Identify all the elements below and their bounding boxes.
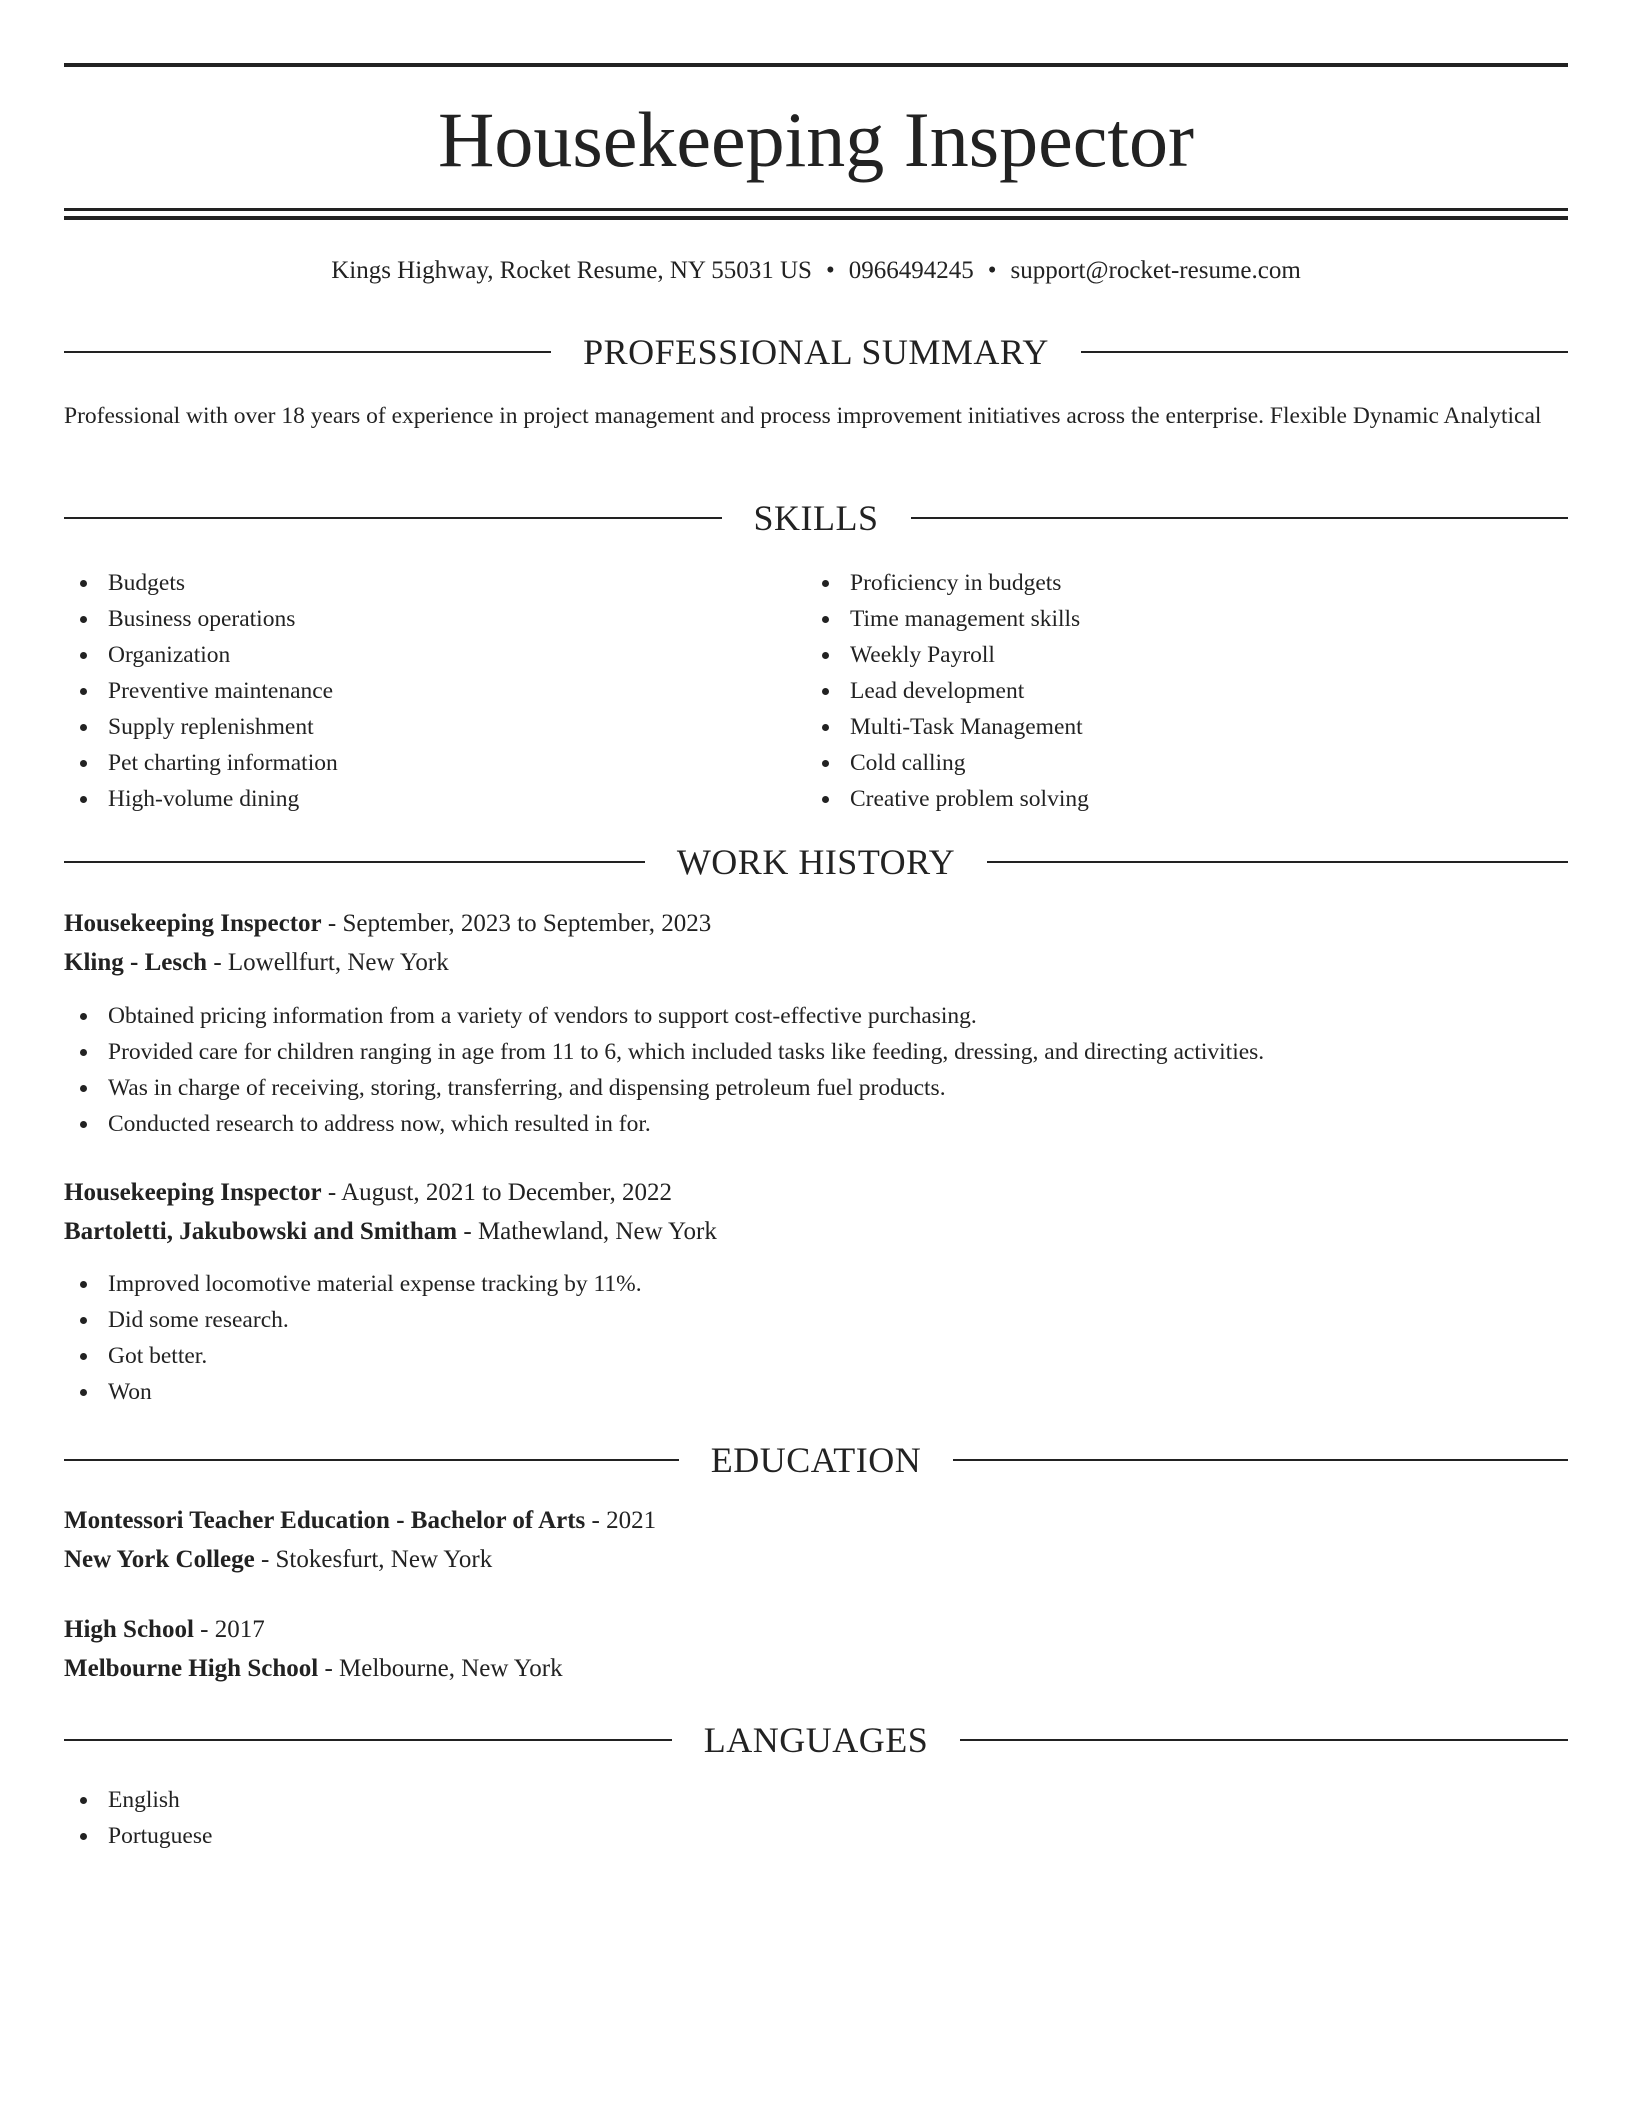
divider-line [64, 861, 645, 863]
education-school-line [64, 1650, 1568, 1688]
section-heading-work [64, 840, 1568, 884]
section-heading-education [64, 1438, 1568, 1482]
contact-address: Kings Highway, Rocket Resume, NY 55031 US [331, 257, 812, 284]
education-year: - 2017 [193, 1616, 265, 1643]
job-bullet: Did some research. [64, 1302, 1568, 1338]
job-company: Bartoletti, Jakubowski and Smitham [64, 1218, 458, 1245]
job-company-line [64, 1213, 1568, 1251]
contact-email: support@rocket-resume.com [1010, 257, 1301, 284]
divider-line [64, 351, 551, 353]
education-degree: Montessori Teacher Education - Bachelor of Arts [64, 1507, 586, 1534]
skill-item: Proficiency in budgets [806, 565, 1566, 601]
education-year: - 2021 [585, 1507, 657, 1534]
skills-list-left [64, 565, 804, 817]
job-bullet: Conducted research to address now, which resulted in for. [64, 1106, 1568, 1142]
title-rule-upper [64, 208, 1568, 211]
job-bullet: Got better. [64, 1338, 1568, 1374]
skill-item: Organization [64, 637, 804, 673]
job-bullets [64, 1266, 1568, 1410]
languages-list [64, 1782, 1568, 1854]
skill-item: High-volume dining [64, 781, 804, 817]
job-dates: - August, 2021 to December, 2022 [321, 1179, 672, 1206]
education-degree-line [64, 1502, 1568, 1540]
section-title: SKILLS [753, 498, 879, 538]
skills-list-right [806, 565, 1566, 817]
section-heading-languages [64, 1718, 1568, 1762]
job-bullet: Provided care for children ranging in age from 11 to 6, which included tasks like feeding, dressing, and directing activities. [64, 1034, 1568, 1070]
job-dates: - September, 2023 to September, 2023 [321, 910, 712, 937]
summary-text: Professional with over 18 years of experience in project management and process improvement initiatives across the enterprise. Flexible Dynamic Analytical [64, 403, 1542, 429]
job-title: Housekeeping Inspector [64, 910, 322, 937]
section-heading-skills [64, 496, 1568, 540]
skill-item: Business operations [64, 601, 804, 637]
divider-line [911, 517, 1569, 519]
divider-line [960, 1739, 1568, 1741]
job-bullet: Was in charge of receiving, storing, transferring, and dispensing petroleum fuel products. [64, 1070, 1568, 1106]
title-rule-lower [64, 216, 1568, 220]
skill-item: Lead development [806, 673, 1566, 709]
section-title: WORK HISTORY [676, 842, 956, 882]
skill-item: Cold calling [806, 745, 1566, 781]
section-title: PROFESSIONAL SUMMARY [583, 332, 1049, 372]
skill-item: Supply replenishment [64, 709, 804, 745]
language-item: English [64, 1782, 1568, 1818]
divider-line [987, 861, 1568, 863]
section-heading-summary [64, 330, 1568, 374]
divider-line [64, 517, 722, 519]
language-item: Portuguese [64, 1818, 1568, 1854]
contact-phone: 0966494245 [848, 257, 974, 284]
contact-separator: • [987, 257, 997, 284]
skill-item: Multi-Task Management [806, 709, 1566, 745]
education-location: - Stokesfurt, New York [254, 1546, 493, 1573]
education-school: New York College [64, 1546, 255, 1573]
education-school-line [64, 1541, 1568, 1579]
skill-item: Weekly Payroll [806, 637, 1566, 673]
section-title: EDUCATION [710, 1440, 922, 1480]
job-company: Kling - Lesch [64, 949, 208, 976]
job-title: Housekeeping Inspector [64, 1179, 322, 1206]
divider-line [64, 1459, 679, 1461]
education-school: Melbourne High School [64, 1655, 319, 1682]
job-bullet: Won [64, 1374, 1568, 1410]
job-title-line [64, 905, 1568, 943]
divider-line [1081, 351, 1568, 353]
job-bullet: Improved locomotive material expense tracking by 11%. [64, 1266, 1568, 1302]
job-location: - Lowellfurt, New York [207, 949, 449, 976]
resume-title: Housekeeping Inspector [438, 96, 1194, 183]
contact-separator: • [825, 257, 835, 284]
section-title: LANGUAGES [703, 1720, 929, 1760]
divider-line [953, 1459, 1568, 1461]
job-company-line [64, 944, 1568, 982]
job-bullet: Obtained pricing information from a variety of vendors to support cost-effective purchasing. [64, 998, 1568, 1034]
job-title-line [64, 1174, 1568, 1212]
skill-item: Time management skills [806, 601, 1566, 637]
education-degree: High School [64, 1616, 194, 1643]
skill-item: Budgets [64, 565, 804, 601]
top-rule [64, 63, 1568, 67]
divider-line [64, 1739, 672, 1741]
contact-line [64, 254, 1568, 288]
job-bullets [64, 998, 1568, 1142]
education-location: - Melbourne, New York [318, 1655, 563, 1682]
job-location: - Mathewland, New York [457, 1218, 717, 1245]
skill-item: Creative problem solving [806, 781, 1566, 817]
education-degree-line [64, 1611, 1568, 1649]
skill-item: Preventive maintenance [64, 673, 804, 709]
skill-item: Pet charting information [64, 745, 804, 781]
